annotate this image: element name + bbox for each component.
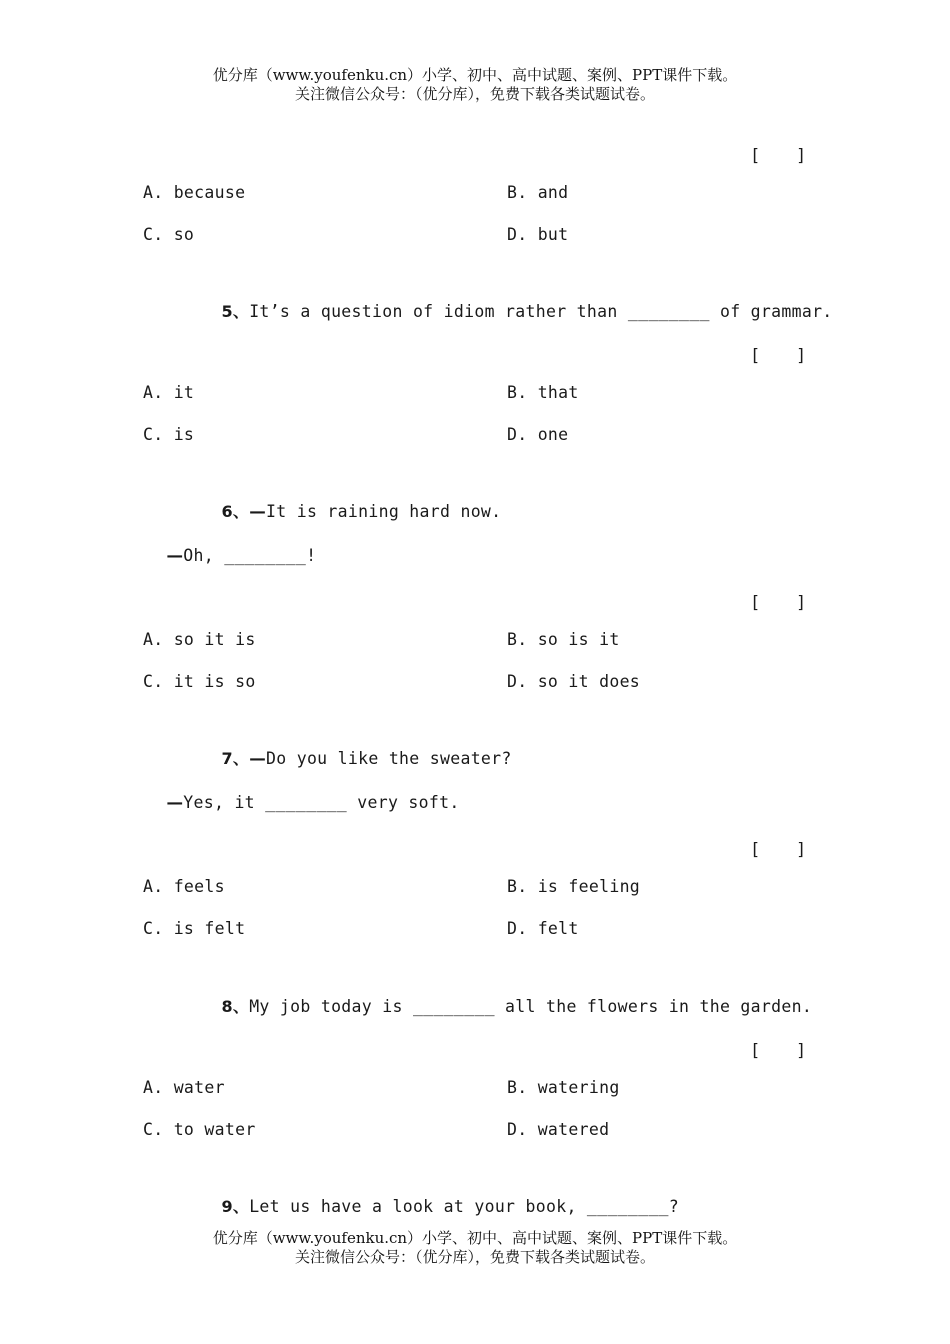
q5-option-c[interactable]: C. is (143, 425, 195, 444)
header-line-2: 关注微信公众号：（优分库），免费下载各类试题试卷。 (294, 85, 655, 103)
answer-bracket-q7[interactable]: [ ] (750, 840, 807, 860)
answer-bracket-q8[interactable]: [ ] (750, 1041, 807, 1061)
q5-option-d[interactable]: D. one (507, 425, 569, 444)
q8-option-b[interactable]: B. watering (507, 1078, 620, 1097)
q6-option-b[interactable]: B. so is it (507, 630, 620, 649)
q4-option-c[interactable]: C. so (143, 225, 195, 244)
q4-option-a[interactable]: A. because (143, 183, 246, 202)
question-text: It is raining hard now. (266, 502, 502, 521)
question-text: My job today is ________ all the flowers in the garden. (249, 997, 813, 1016)
answer-bracket-q6[interactable]: [ ] (750, 593, 807, 613)
dialogue-dash: — (166, 793, 184, 812)
question-8 (201, 975, 812, 1017)
reply-text: Oh, ________! (183, 546, 317, 565)
q4-option-d[interactable]: D. but (507, 225, 569, 244)
q6-option-d[interactable]: D. so it does (507, 672, 641, 691)
question-9 (201, 1175, 679, 1217)
q8-option-a[interactable]: A. water (143, 1078, 225, 1097)
q6-reply (146, 527, 316, 565)
question-text: Do you like the sweater? (266, 749, 512, 768)
question-text: Let us have a look at your book, ________? (249, 1197, 680, 1216)
page-footer (0, 1229, 950, 1267)
q5-option-a[interactable]: A. it (143, 383, 195, 402)
question-number: 8、 (221, 997, 250, 1016)
answer-bracket-q5[interactable]: [ ] (750, 346, 807, 366)
q7-reply (146, 774, 460, 812)
q6-option-c[interactable]: C. it is so (143, 672, 256, 691)
footer-line-1: 优分库（www.youfenku.cn）小学、初中、高中试题、案例、PPT课件下载。 (212, 1229, 738, 1247)
q8-option-d[interactable]: D. watered (507, 1120, 610, 1139)
page-header (0, 66, 950, 104)
question-5 (201, 280, 833, 322)
footer-line-2: 关注微信公众号：（优分库），免费下载各类试题试卷。 (294, 1248, 655, 1266)
question-6 (201, 480, 501, 522)
question-number: 5、 (221, 302, 250, 321)
reply-text: Yes, it ________ very soft. (183, 793, 460, 812)
question-number: 9、 (221, 1197, 250, 1216)
dialogue-dash: — (166, 546, 184, 565)
q7-option-a[interactable]: A. feels (143, 877, 225, 896)
q7-option-b[interactable]: B. is feeling (507, 877, 641, 896)
q6-option-a[interactable]: A. so it is (143, 630, 256, 649)
dialogue-dash: — (249, 502, 267, 521)
question-number: 6、 (221, 502, 250, 521)
question-7 (201, 727, 512, 769)
q8-option-c[interactable]: C. to water (143, 1120, 256, 1139)
q7-option-c[interactable]: C. is felt (143, 919, 246, 938)
question-number: 7、 (221, 749, 250, 768)
q4-option-b[interactable]: B. and (507, 183, 569, 202)
answer-bracket-q4[interactable]: [ ] (750, 146, 807, 166)
dialogue-dash: — (249, 749, 267, 768)
question-text: It’s a question of idiom rather than ________ of grammar. (249, 302, 833, 321)
q7-option-d[interactable]: D. felt (507, 919, 579, 938)
header-line-1: 优分库（www.youfenku.cn）小学、初中、高中试题、案例、PPT课件下载。 (212, 66, 738, 84)
q5-option-b[interactable]: B. that (507, 383, 579, 402)
